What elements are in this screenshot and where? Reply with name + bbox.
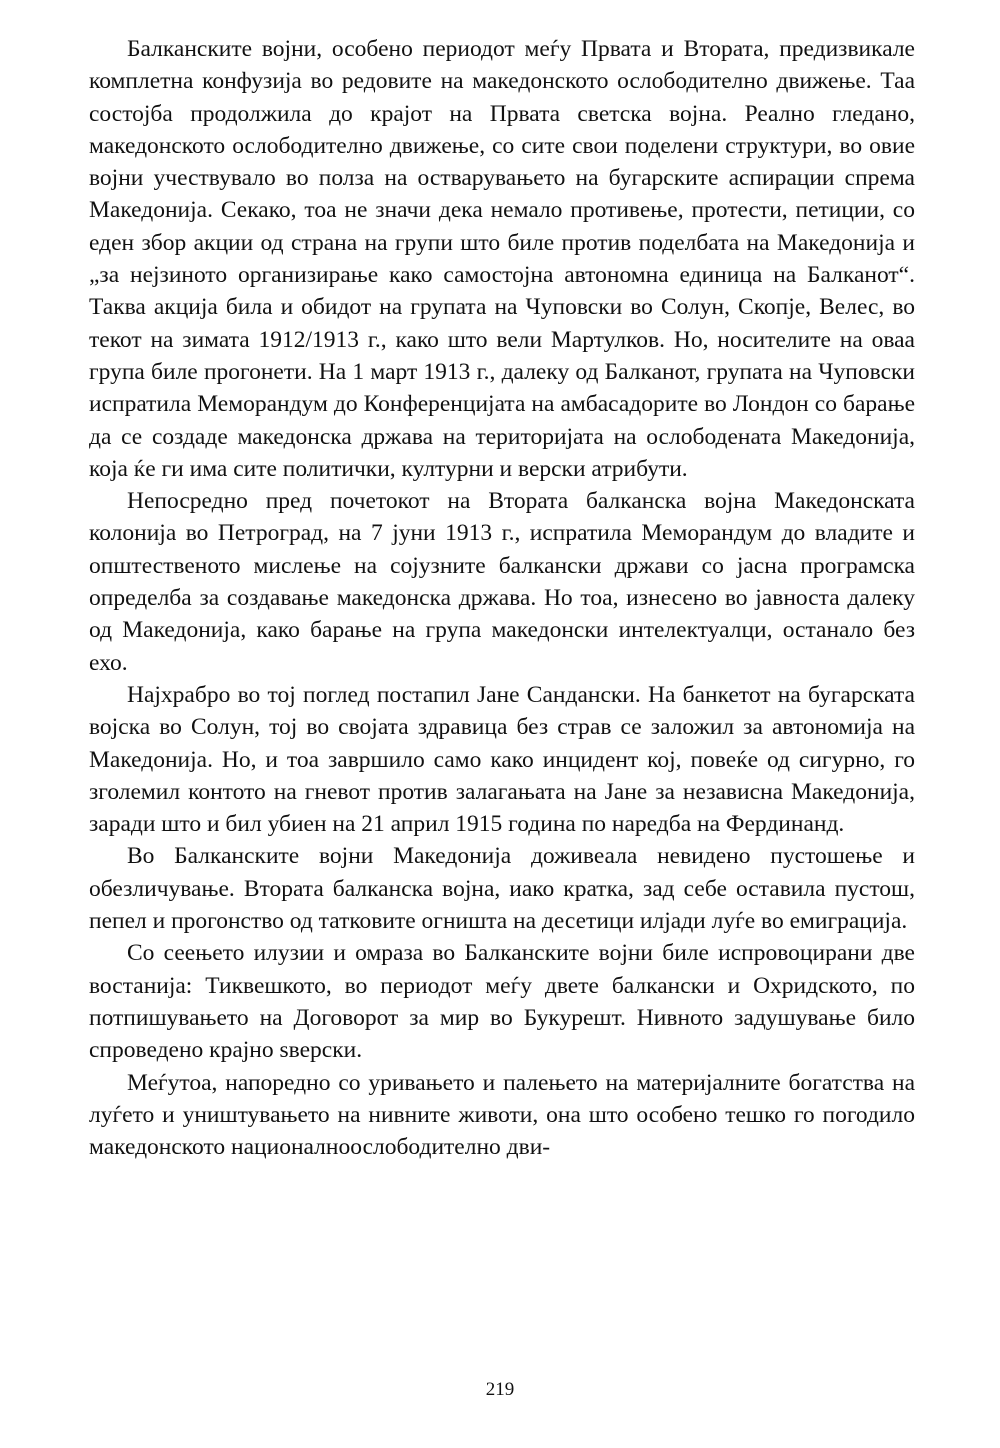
paragraph-4: Во Балканските војни Македонија доживеала невидено пустошење и обезличување. Втората балканска војна, иако кратка, зад себе оставила пустош, пепел и прогонство од татковите огништа на десетици илјади луѓе во емиграција. [89, 843, 915, 935]
body-text [89, 33, 915, 1163]
paragraph-2: Непосредно пред почетокот на Втората балканска војна Македонската колонија во Петроград, на 7 јуни 1913 г., испратила Меморандум до владите и општественото мислење на сојузните балкански држави со јасна програмска определба за создавање македонска држава. Но тоа, изнесено во јавноста далеку од Македонија, како барање на група македонски интелектуалци, останало без ехо. [89, 488, 915, 676]
paragraph-1: Балканските војни, особено периодот меѓу Првата и Втората, предизвикале комплетна конфузија во редовите на македонското ослободително движење. Таа состојба продолжила до крајот на Првата светска војна. Реално гледано, македонското ослободително движење, со сите свои поделени структури, во овие војни учествувало во полза на остварувањето на бугарските аспирации спрема Македонија. Секако, тоа не значи дека немало противење, протести, петиции, со еден збор акции од страна на групи што биле против поделбата на Македонија и „за нејзиното организирање како самостојна автономна единица на Балканот“. Таква акција била и обидот на групата на Чуповски во Солун, Скопје, Велес, во текот на зимата 1912/1913 г., како што вели Мартулков. Но, носителите на оваа група биле прогонети. На 1 март 1913 г., далеку од Балканот, групата на Чуповски испратила Меморандум до Конференцијата на амбасадорите во Лондон со барање да се создаде македонска држава на територијата на ослободената Македонија, која ќе ги има сите политички, културни и верски атрибути. [89, 36, 915, 482]
paragraph-6: Меѓутоа, напоредно со уривањето и палењето на материјалните богатства на луѓето и уништувањето на нивните животи, она што особено тешко го погодило македонското националноослободително дви- [89, 1069, 915, 1161]
paragraph-3: Најхрабро во тој поглед постапил Јане Сандански. На банкетот на бугарската војска во Солун, тој во својата здравица без страв се заложил за автономија на Македонија. Но, и тоа завршило само како инцидент кој, повеќе од сигурно, го зголемил контото на гневот против залагањата на Јане за независна Македонија, заради што и бил убиен на 21 април 1915 година по наредба на Фердинанд. [89, 681, 915, 838]
paragraph-5: Со сеењето илузии и омраза во Балканските војни биле испровоцирани две востанија: Тиквешкото, во периодот меѓу двете балкански и Охридското, по потпишувањето на Договорот за мир во Букурешт. Нивното задушување било спроведено крајно ѕверски. [89, 940, 915, 1064]
page-number: 219 [485, 1379, 515, 1400]
